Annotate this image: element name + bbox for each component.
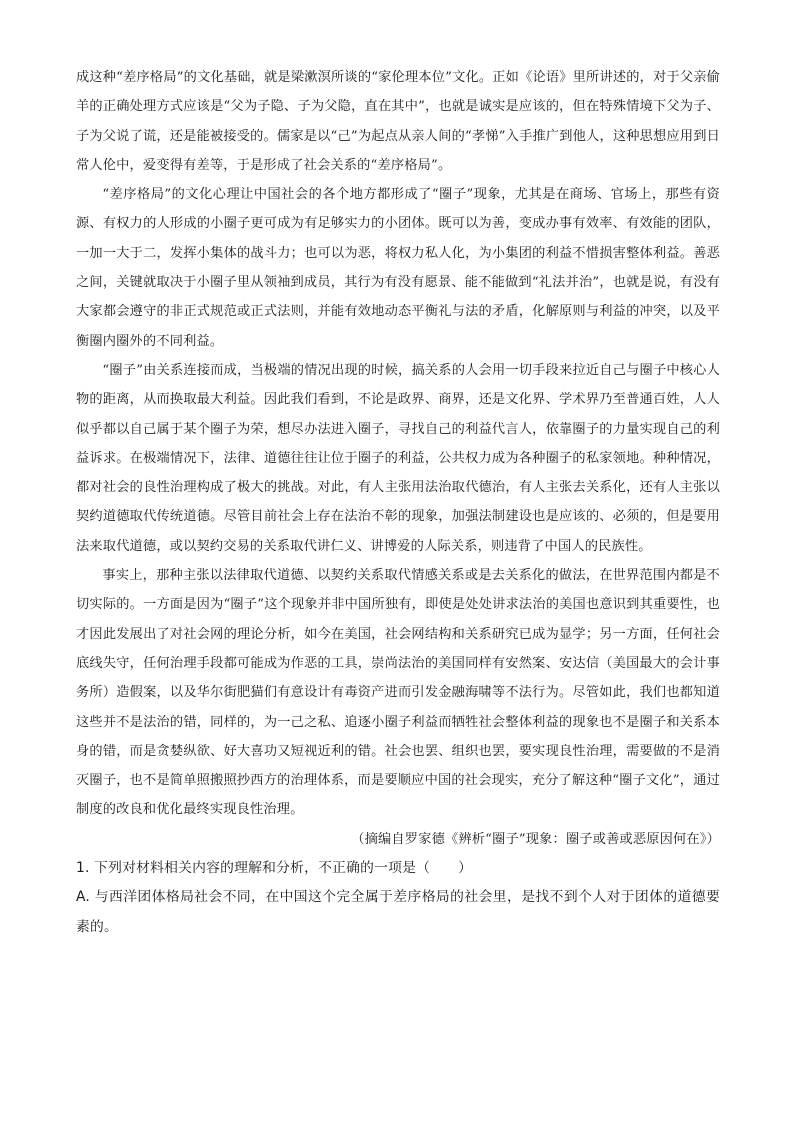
article-paragraph-relationship: “圈子”由关系连接而成，当极端的情况出现的时候，搞关系的人会用一切手段来拉近自己与圈子中核心人物的距离，从而换取最大利益。因此我们看到，不论是政界、商界，还是文化界、学术界乃至普通百姓，人人似乎都以自己属于某个圈子为荣，想尽办法进入圈子，寻找自己的利益代言人，依靠圈子的力量实现自己的利益诉求。在极端情况下，法律、道德往往让位于圈子的利益，公共权力成为各种圈子的私家领地。种种情况，都对社会的良性治理构成了极大的挑战。对此，有人主张用法治取代德治，有人主张去关系化，还有人主张以契约道德取代传统道德。尽管目前社会上存在法治不彰的现象，加强法制建设也是应该的、必须的，但是要用法来取代道德，或以契约交易的关系取代讲仁义、讲博爱的人际关系，则违背了中国人的民族性。 bbox=[76, 362, 720, 554]
article-paragraph-continuation: 成这种“差序格局”的文化基础，就是梁漱溟所谈的“家伦理本位”文化。正如《论语》里所讲述的，对于父亲偷羊的正确处理方式应该是“父为子隐、子为父隐，直在其中”，也就是诚实是应该的，但在特殊情境下父为子、子为父说了谎，还是能被接受的。儒家是以“己”为起点从亲人间的“孝悌”入手推广到他人，这种思想应用到日常人伦中，爱变得有差等，于是形成了社会关系的“差序格局”。 bbox=[76, 70, 720, 173]
document-page bbox=[76, 63, 720, 942]
article-paragraph-in-fact: 事实上，那种主张以法律取代道德、以契约关系取代情感关系或是去关系化的做法，在世界范围内都是不切实际的。一方面是因为“圈子”这个现象并非中国所独有，即使是处处讲求法治的美国也意识到其重要性，也才因此发展出了对社会网的理论分析，如今在美国，社会网结构和关系研究已成为显学；另一方面，任何社会底线失守，任何治理手段都可能成为作恶的工具，崇尚法治的美国同样有安然案、安达信（美国最大的会计事务所）造假案，以及华尔街肥猫们有意设计有毒资产进而引发金融海啸等不法行为。尽管如此，我们也都知道这些并不是法治的错，同样的，为一己之私、追逐小圈子利益而牺牲社会整体利益的现象也不是圈子和关系本身的错，而是贪婪纵欲、好大喜功又短视近利的错。社会也罢、组织也罢，要实现良性治理，需要做的不是消灭圈子，也不是简单照搬照抄西方的治理体系，而是要顺应中国的社会现实，充分了解这种“圈子文化”，通过制度的改良和优化最终实现良性治理。 bbox=[76, 568, 720, 818]
article-source: （摘编自罗家德《辨析“圈子”现象：圈子或善或恶原因何在》） bbox=[351, 831, 720, 847]
article-paragraph-circle-phenomenon: “差序格局”的文化心理让中国社会的各个地方都形成了“圈子”现象，尤其是在商场、官场上，那些有资源、有权力的人形成的小圈子更可成为有足够实力的小团体。既可以为善，变成办事有效率、有效能的团队，一加一大于二，发挥小集体的战斗力；也可以为恶，将权力私人化，为小集团的利益不惜损害整体利益。善恶之间，关键就取决于小圈子里从领袖到成员，其行为有没有愿景、能不能做到“礼法并治”，也就是说，有没有大家都会遵守的非正式规范或正式法则，并能有效地动态平衡礼与法的矛盾，化解原则与利益的冲突，以及平衡圈内圈外的不同利益。 bbox=[76, 187, 720, 349]
question-option-a: A. 与西洋团体格局社会不同，在中国这个完全属于差序格局的社会里，是找不到个人对于团体的道德要素的。 bbox=[76, 889, 720, 935]
question-stem: 1. 下列对材料相关内容的理解和分析，不正确的一项是（ ） bbox=[76, 860, 473, 877]
